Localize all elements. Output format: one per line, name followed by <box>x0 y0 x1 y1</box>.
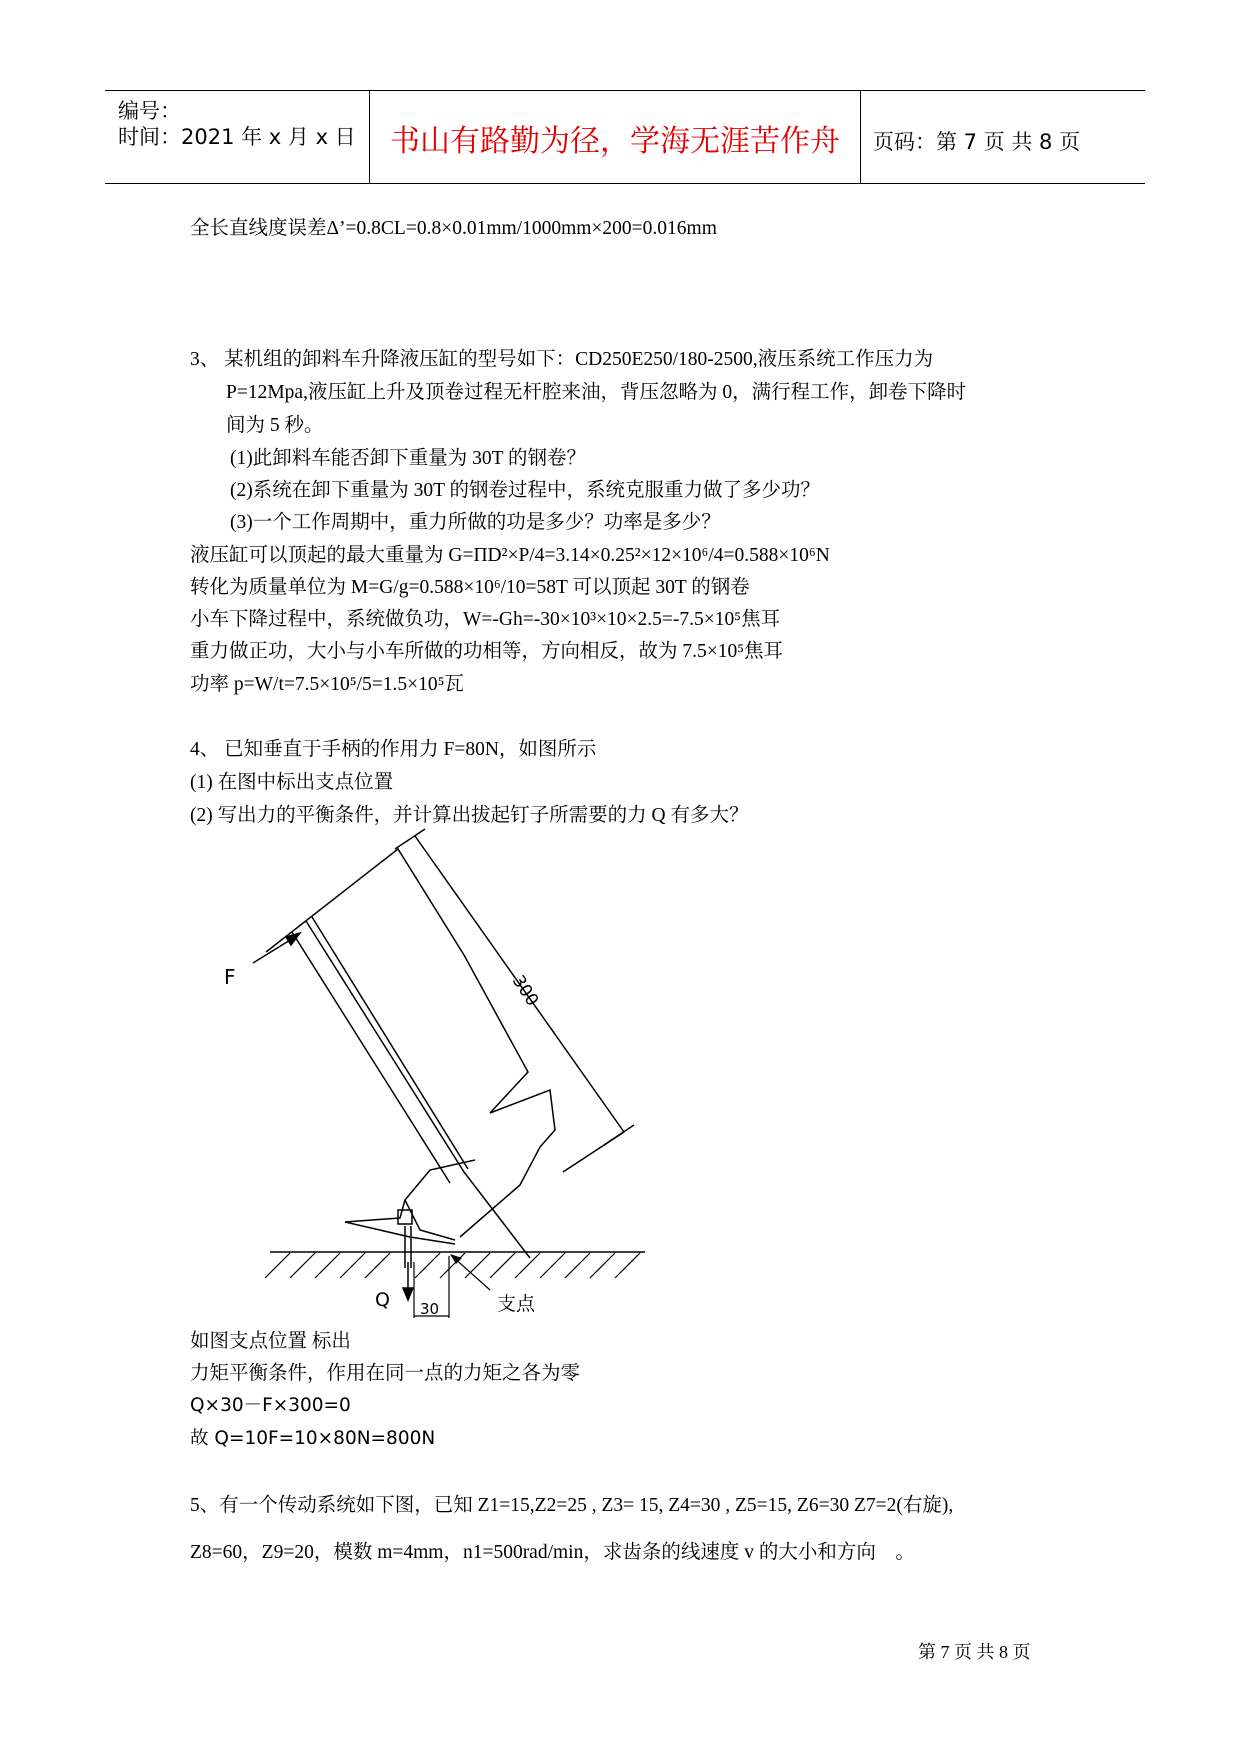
text-line-q3-ans5: 功率 p=W/t=7.5×10⁵/5=1.5×10⁵瓦 <box>190 674 464 695</box>
text-line-q4-ans1: 如图支点位置 标出 <box>190 1331 351 1352</box>
text-line-q3-ans1: 液压缸可以顶起的最大重量为 G=ΠD²×P/4=3.14×0.25²×12×10⁶/4=0.588×10⁶N <box>190 545 830 566</box>
force-label: F <box>224 965 236 989</box>
fulcrum-label: 支点 <box>497 1293 536 1315</box>
nail-force-label: Q <box>375 1289 390 1311</box>
text-line-q3-sub3: (3)一个工作周期中，重力所做的功是多少？功率是多少？ <box>230 512 721 533</box>
text-line-q4-ans3: Q×30－F×300=0 <box>190 1395 351 1416</box>
length-dim-label: 300 <box>507 971 543 1010</box>
header-page-label: 页码：第 7 页 共 8 页 <box>873 130 1081 154</box>
text-line-q3-cont1: P=12Mpa,液压缸上升及顶卷过程无杆腔来油，背压忽略为 0，满行程工作，卸卷下降时 <box>226 382 967 403</box>
handle-outline <box>266 849 528 1113</box>
text-line-q4-ans2: 力矩平衡条件，作用在同一点的力矩之各为零 <box>190 1363 581 1384</box>
text-line-q5-cont: Z8=60，Z9=20，模数 m=4mm，n1=500rad/min，求齿条的线速度 v 的大小和方向 。 <box>190 1542 915 1563</box>
text-line-q3-ans3: 小车下降过程中，系统做负功，W=-Gh=-30×10³×10×2.5=-7.5×10⁵焦耳 <box>190 609 781 630</box>
header-number-label: 编号： <box>118 99 181 123</box>
text-line-q3-ans2: 转化为质量单位为 M=G/g=0.588×10⁶/10=58T 可以顶起 30T 的钢卷 <box>190 577 750 598</box>
text-line-straightness: 全长直线度误差Δ’=0.8CL=0.8×0.01mm/1000mm×200=0.016mm <box>190 218 717 239</box>
text-line-q3-cont2: 间为 5 秒。 <box>226 415 324 436</box>
text-line-q5-title: 5、有一个传动系统如下图，已知 Z1=15,Z2=25 , Z3= 15, Z4=30 , Z5=15, Z6=30 Z7=2(右旋), <box>190 1495 954 1516</box>
text-line-q4-sub1: (1) 在图中标出支点位置 <box>190 772 394 793</box>
text-line-q3-title: 3、 某机组的卸料车升降液压缸的型号如下：CD250E250/180-2500,液压系统工作压力为 <box>190 349 934 370</box>
text-line-q3-ans4: 重力做正功，大小与小车所做的功相等，方向相反，故为 7.5×10⁵焦耳 <box>190 641 784 662</box>
text-line-q3-sub2: (2)系统在卸下重量为 30T 的钢卷过程中，系统克服重力做了多少功？ <box>230 480 821 501</box>
text-line-q4-sub2: (2) 写出力的平衡条件，并计算出拔起钉子所需要的力 Q 有多大？ <box>190 805 749 826</box>
text-line-q4-title: 4、 已知垂直于手柄的作用力 F=80N，如图所示 <box>190 739 597 760</box>
text-line-q4-ans4: 故 Q=10F=10×80N=800N <box>190 1428 436 1449</box>
footer-page-number: 第 7 页 共 8 页 <box>918 1642 1031 1662</box>
claw-head <box>460 1090 555 1237</box>
force-arrow <box>253 933 300 963</box>
offset-dim-label: 30 <box>420 1300 440 1318</box>
header-motto: 书山有路勤为径，学海无涯苦作舟 <box>390 124 840 159</box>
header-time-label: 时间：2021 年 x 月 x 日 <box>118 125 356 149</box>
text-line-q3-sub1: (1)此卸料车能否卸下重量为 30T 的钢卷？ <box>230 448 587 469</box>
